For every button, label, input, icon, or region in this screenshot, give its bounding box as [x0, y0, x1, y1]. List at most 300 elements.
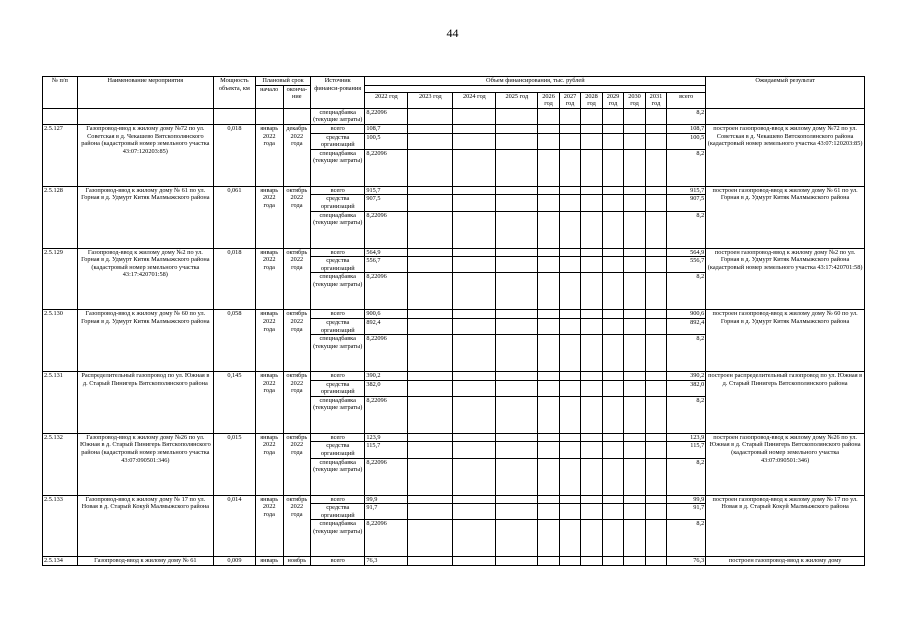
empty-cell: [559, 248, 580, 257]
table-row: [43, 433, 865, 442]
empty-cell: [624, 396, 645, 433]
empty-cell: [538, 124, 559, 133]
empty-cell: [624, 211, 645, 248]
source-cell: средства организаций: [311, 195, 365, 211]
empty-cell: [408, 149, 453, 186]
project-capacity: 0,014: [213, 495, 255, 557]
empty-cell: [538, 186, 559, 195]
empty-cell: [645, 195, 666, 211]
empty-cell: [408, 520, 453, 557]
empty-cell: [559, 195, 580, 211]
empty-cell: [645, 396, 666, 433]
empty-cell: [559, 458, 580, 495]
value-2022: 108,7: [365, 124, 408, 133]
project-result: построен газопровод-ввод к жилому дому: [706, 557, 865, 566]
empty-cell: [645, 133, 666, 149]
empty-cell: [645, 149, 666, 186]
empty-cell: [602, 442, 623, 458]
empty-cell: [602, 495, 623, 504]
project-result: построен газопровод-ввод к жилому дому №26 по ул. Южная в д. Старый Пинигерь Вятскополянского района (кадастровый номер земельного участка 43:07:090501:346): [706, 433, 865, 495]
empty-cell: [453, 504, 496, 520]
empty-cell: [645, 186, 666, 195]
empty-cell: [624, 133, 645, 149]
empty-cell: [496, 149, 538, 186]
empty-cell: [496, 273, 538, 310]
value-total: 390,2: [667, 372, 706, 381]
source-cell: всего: [311, 124, 365, 133]
source-cell: всего: [311, 557, 365, 566]
empty-cell: [581, 257, 602, 273]
empty-cell: [581, 372, 602, 381]
source-cell: всего: [311, 495, 365, 504]
empty-cell: [453, 310, 496, 319]
value-total: 100,5: [667, 133, 706, 149]
empty-cell: [602, 310, 623, 319]
value-2022: 907,5: [365, 195, 408, 211]
empty-cell: [559, 124, 580, 133]
project-capacity: 0,018: [213, 124, 255, 186]
empty-cell: [408, 124, 453, 133]
empty-cell: [538, 133, 559, 149]
empty-cell: [645, 257, 666, 273]
empty-cell: [581, 396, 602, 433]
value-2022: 91,7: [365, 504, 408, 520]
empty-cell: [538, 495, 559, 504]
empty-cell: [602, 396, 623, 433]
empty-cell: [624, 335, 645, 372]
empty-cell: [453, 495, 496, 504]
empty-cell: [624, 273, 645, 310]
empty-cell: [624, 195, 645, 211]
empty-cell: [602, 248, 623, 257]
value-total: 8,2: [667, 335, 706, 372]
empty-cell: [538, 273, 559, 310]
empty-cell: [645, 520, 666, 557]
value-2022: 8,22096: [365, 108, 408, 124]
empty-cell: [538, 257, 559, 273]
empty-cell: [496, 495, 538, 504]
table-row: [43, 557, 865, 566]
empty-cell: [559, 557, 580, 566]
header-year-5: 2027 год: [559, 92, 580, 108]
empty-cell: [496, 504, 538, 520]
header-year-2: 2024 год: [453, 92, 496, 108]
empty-cell: [538, 335, 559, 372]
empty-cell: [538, 433, 559, 442]
empty-cell: [496, 433, 538, 442]
table-row: [43, 310, 865, 319]
empty-cell: [581, 248, 602, 257]
empty-cell: [559, 211, 580, 248]
empty-cell: [538, 442, 559, 458]
empty-cell: [408, 504, 453, 520]
header-year-3: 2025 год: [496, 92, 538, 108]
empty-cell: [581, 310, 602, 319]
empty-cell: [538, 248, 559, 257]
empty-cell: [559, 504, 580, 520]
empty-cell: [559, 396, 580, 433]
value-total: 892,4: [667, 318, 706, 334]
source-cell: всего: [311, 372, 365, 381]
empty-cell: [453, 257, 496, 273]
empty-cell: [602, 124, 623, 133]
value-2022: 99,9: [365, 495, 408, 504]
source-cell: средства организаций: [311, 318, 365, 334]
table-row: [43, 495, 865, 504]
empty-cell: [581, 124, 602, 133]
empty-cell: [496, 248, 538, 257]
header-year-10: всего: [667, 92, 706, 108]
empty-cell: [602, 557, 623, 566]
value-total: 382,0: [667, 380, 706, 396]
empty-cell: [581, 318, 602, 334]
empty-cell: [559, 372, 580, 381]
project-end: октябрь 2022 года: [283, 372, 311, 434]
project-num: 2.5.133: [43, 495, 78, 557]
continuation-row: [43, 108, 865, 124]
empty-cell: [453, 211, 496, 248]
project-num: 2.5.134: [43, 557, 78, 566]
project-num: 2.5.129: [43, 248, 78, 310]
table-row: [43, 124, 865, 133]
table-row: [43, 248, 865, 257]
empty-cell: [581, 557, 602, 566]
empty-cell: [496, 335, 538, 372]
empty-cell: [496, 133, 538, 149]
header-name: Наименование мероприятия: [77, 77, 213, 109]
empty-cell: [624, 257, 645, 273]
empty-cell: [408, 133, 453, 149]
value-2022: 8,22096: [365, 520, 408, 557]
project-capacity: 0,015: [213, 433, 255, 495]
empty-cell: [602, 273, 623, 310]
empty-cell: [645, 318, 666, 334]
project-end: ноябрь: [283, 557, 311, 566]
project-name: Газопровод-ввод к жилому дому № 17 по ул. Новая в д. Старый Кокуй Малмыжского района: [77, 495, 213, 557]
empty-cell: [453, 195, 496, 211]
value-2022: 8,22096: [365, 273, 408, 310]
empty-cell: [559, 380, 580, 396]
empty-cell: [453, 380, 496, 396]
value-total: 8,2: [667, 149, 706, 186]
header-period: Плановый срок: [255, 77, 310, 86]
empty-cell: [538, 195, 559, 211]
source-cell: спецнадбавка (текущие затраты): [311, 273, 365, 310]
empty-cell: [581, 433, 602, 442]
project-name: Газопровод-ввод к жилому дому №2 по ул. Горная в д. Удмурт Китяк Малмыжского района (кадастровый номер земельного участка 43:17:420701:58): [77, 248, 213, 310]
value-2022: 8,22096: [365, 458, 408, 495]
empty-cell: [496, 257, 538, 273]
value-2022: 8,22096: [365, 396, 408, 433]
header-period-start: начало: [255, 85, 283, 108]
source-cell: средства организаций: [311, 442, 365, 458]
empty-cell: [581, 211, 602, 248]
project-name: Распределительный газопровод по ул. Южная в д. Старый Пинигерь Вятскополянского района: [77, 372, 213, 434]
empty-cell: [538, 520, 559, 557]
source-cell: спецнадбавка (текущие затраты): [311, 149, 365, 186]
empty-cell: [645, 248, 666, 257]
project-result: построен газопровод-ввод к жилому дому № 60 по ул. Горная в д. Удмурт Китяк Малмыжского района: [706, 310, 865, 372]
project-result: построен газопровод-ввод к жилому дому №2 по ул. Горная в д. Удмурт Китяк Малмыжского района (кадастровый номер земельного участка 43:17:420701:58): [706, 248, 865, 310]
table-row: [43, 186, 865, 195]
value-2022: 892,4: [365, 318, 408, 334]
empty-cell: [538, 318, 559, 334]
empty-cell: [453, 442, 496, 458]
header-year-8: 2030 год: [624, 92, 645, 108]
value-total: 76,3: [667, 557, 706, 566]
empty-cell: [581, 335, 602, 372]
project-result: построен распределительный газопровод по ул. Южная в д. Старый Пинигерь Вятскополянского района: [706, 372, 865, 434]
empty-cell: [408, 458, 453, 495]
empty-cell: [408, 257, 453, 273]
source-cell: спецнадбавка (текущие затраты): [311, 335, 365, 372]
empty-cell: [602, 149, 623, 186]
value-2022: 8,22096: [365, 211, 408, 248]
empty-cell: [453, 335, 496, 372]
empty-cell: [624, 504, 645, 520]
empty-cell: [602, 195, 623, 211]
empty-cell: [559, 149, 580, 186]
empty-cell: [624, 186, 645, 195]
value-2022: 382,0: [365, 380, 408, 396]
empty-cell: [496, 195, 538, 211]
source-cell: средства организаций: [311, 257, 365, 273]
header-year-0: 2022 год: [365, 92, 408, 108]
project-num: 2.5.132: [43, 433, 78, 495]
empty-cell: [408, 396, 453, 433]
project-end: октябрь 2022 года: [283, 310, 311, 372]
value-2022: 123,9: [365, 433, 408, 442]
empty-cell: [624, 433, 645, 442]
empty-cell: [408, 495, 453, 504]
empty-cell: [408, 195, 453, 211]
value-total: 123,9: [667, 433, 706, 442]
empty-cell: [581, 458, 602, 495]
empty-cell: [453, 149, 496, 186]
empty-cell: [645, 495, 666, 504]
empty-cell: [602, 458, 623, 495]
empty-cell: [581, 442, 602, 458]
empty-cell: [453, 458, 496, 495]
empty-cell: [581, 186, 602, 195]
project-start: январь: [255, 557, 283, 566]
empty-cell: [645, 310, 666, 319]
source-cell: всего: [311, 186, 365, 195]
empty-cell: [559, 273, 580, 310]
project-start: январь 2022 года: [255, 433, 283, 495]
empty-cell: [645, 211, 666, 248]
source-cell: спецнадбавка (текущие затраты): [311, 108, 365, 124]
value-total: 564,9: [667, 248, 706, 257]
empty-cell: [496, 372, 538, 381]
project-start: январь 2022 года: [255, 372, 283, 434]
empty-cell: [602, 433, 623, 442]
value-2022: 115,7: [365, 442, 408, 458]
empty-cell: [538, 458, 559, 495]
empty-cell: [602, 504, 623, 520]
header-period-end: оконча-ние: [283, 85, 311, 108]
value-total: 8,2: [667, 396, 706, 433]
value-2022: 390,2: [365, 372, 408, 381]
empty-cell: [496, 318, 538, 334]
source-cell: средства организаций: [311, 380, 365, 396]
empty-cell: [496, 124, 538, 133]
value-total: 8,2: [667, 458, 706, 495]
empty-cell: [453, 433, 496, 442]
value-2022: 564,9: [365, 248, 408, 257]
value-2022: 556,7: [365, 257, 408, 273]
empty-cell: [602, 380, 623, 396]
empty-cell: [408, 433, 453, 442]
empty-cell: [408, 186, 453, 195]
project-result: построен газопровод-ввод к жилому дому №72 по ул. Советская в д. Чекашево Вятскополянского района (кадастровый номер земельного участка 43:07:120203:85): [706, 124, 865, 186]
empty-cell: [624, 149, 645, 186]
project-name: Газопровод-ввод к жилому дому № 61: [77, 557, 213, 566]
empty-cell: [559, 335, 580, 372]
empty-cell: [496, 310, 538, 319]
empty-cell: [408, 380, 453, 396]
value-2022: 915,7: [365, 186, 408, 195]
empty-cell: [453, 396, 496, 433]
header-year-9: 2031 год: [645, 92, 666, 108]
empty-cell: [453, 186, 496, 195]
empty-cell: [538, 372, 559, 381]
empty-cell: [645, 433, 666, 442]
empty-cell: [538, 310, 559, 319]
empty-cell: [408, 273, 453, 310]
empty-cell: [408, 335, 453, 372]
project-num: 2.5.130: [43, 310, 78, 372]
value-2022: 8,22096: [365, 149, 408, 186]
empty-cell: [602, 133, 623, 149]
project-capacity: 0,145: [213, 372, 255, 434]
project-name: Газопровод-ввод к жилому дому № 61 по ул. Горная в д. Удмурт Китяк Малмыжского района: [77, 186, 213, 248]
value-total: 8,2: [667, 273, 706, 310]
empty-cell: [624, 372, 645, 381]
source-cell: спецнадбавка (текущие затраты): [311, 396, 365, 433]
empty-cell: [408, 310, 453, 319]
empty-cell: [581, 133, 602, 149]
empty-cell: [581, 273, 602, 310]
financing-table: [42, 76, 865, 566]
value-total: 900,6: [667, 310, 706, 319]
project-start: январь 2022 года: [255, 124, 283, 186]
empty-cell: [624, 557, 645, 566]
project-capacity: 0,009: [213, 557, 255, 566]
project-capacity: 0,018: [213, 248, 255, 310]
project-end: декабрь 2022 года: [283, 124, 311, 186]
empty-cell: [645, 335, 666, 372]
empty-cell: [645, 504, 666, 520]
value-total: 99,9: [667, 495, 706, 504]
project-num: 2.5.128: [43, 186, 78, 248]
empty-cell: [645, 273, 666, 310]
empty-cell: [453, 372, 496, 381]
project-start: январь 2022 года: [255, 248, 283, 310]
empty-cell: [408, 372, 453, 381]
value-total: 8,2: [667, 520, 706, 557]
empty-cell: [453, 557, 496, 566]
header-result: Ожидаемый результат: [706, 77, 865, 109]
project-end: октябрь 2022 года: [283, 248, 311, 310]
page-number: 44: [446, 26, 459, 40]
empty-cell: [408, 211, 453, 248]
project-capacity: 0,061: [213, 186, 255, 248]
header-capacity: Мощность объекта, км: [213, 77, 255, 109]
empty-cell: [602, 186, 623, 195]
empty-cell: [624, 458, 645, 495]
source-cell: спецнадбавка (текущие затраты): [311, 458, 365, 495]
empty-cell: [559, 442, 580, 458]
empty-cell: [559, 257, 580, 273]
header-num: № п/п: [43, 77, 78, 109]
header-year-4: 2026 год: [538, 92, 559, 108]
empty-cell: [538, 396, 559, 433]
empty-cell: [408, 442, 453, 458]
empty-cell: [602, 211, 623, 248]
empty-cell: [624, 520, 645, 557]
source-cell: всего: [311, 433, 365, 442]
empty-cell: [581, 149, 602, 186]
empty-cell: [645, 380, 666, 396]
value-2022: 76,3: [365, 557, 408, 566]
table-body: [43, 108, 865, 565]
empty-cell: [408, 248, 453, 257]
source-cell: всего: [311, 310, 365, 319]
empty-cell: [496, 186, 538, 195]
empty-cell: [496, 211, 538, 248]
project-num: 2.5.131: [43, 372, 78, 434]
value-total: 108,7: [667, 124, 706, 133]
empty-cell: [559, 495, 580, 504]
empty-cell: [496, 458, 538, 495]
value-total: 8,2: [667, 211, 706, 248]
project-name: Газопровод-ввод к жилому дому № 60 по ул. Горная в д. Удмурт Китяк Малмыжского района: [77, 310, 213, 372]
empty-cell: [624, 380, 645, 396]
empty-cell: [645, 372, 666, 381]
empty-cell: [602, 257, 623, 273]
value-total: 91,7: [667, 504, 706, 520]
value-2022: 8,22096: [365, 335, 408, 372]
project-result: построен газопровод-ввод к жилому дому № 61 по ул. Горная в д. Удмурт Китяк Малмыжского района: [706, 186, 865, 248]
empty-cell: [602, 520, 623, 557]
empty-cell: [453, 273, 496, 310]
empty-cell: [602, 335, 623, 372]
empty-cell: [559, 186, 580, 195]
empty-cell: [581, 380, 602, 396]
empty-cell: [602, 372, 623, 381]
empty-cell: [538, 557, 559, 566]
empty-cell: [453, 248, 496, 257]
empty-cell: [645, 458, 666, 495]
source-cell: спецнадбавка (текущие затраты): [311, 211, 365, 248]
empty-cell: [645, 124, 666, 133]
empty-cell: [624, 495, 645, 504]
empty-cell: [624, 442, 645, 458]
value-total: 8,2: [667, 108, 706, 124]
header-year-1: 2023 год: [408, 92, 453, 108]
header-source: Источник финанси-рования: [311, 77, 365, 109]
project-capacity: 0,058: [213, 310, 255, 372]
empty-cell: [496, 520, 538, 557]
value-2022: 900,6: [365, 310, 408, 319]
empty-cell: [538, 380, 559, 396]
empty-cell: [624, 124, 645, 133]
empty-cell: [645, 557, 666, 566]
empty-cell: [408, 318, 453, 334]
empty-cell: [496, 380, 538, 396]
empty-cell: [624, 310, 645, 319]
